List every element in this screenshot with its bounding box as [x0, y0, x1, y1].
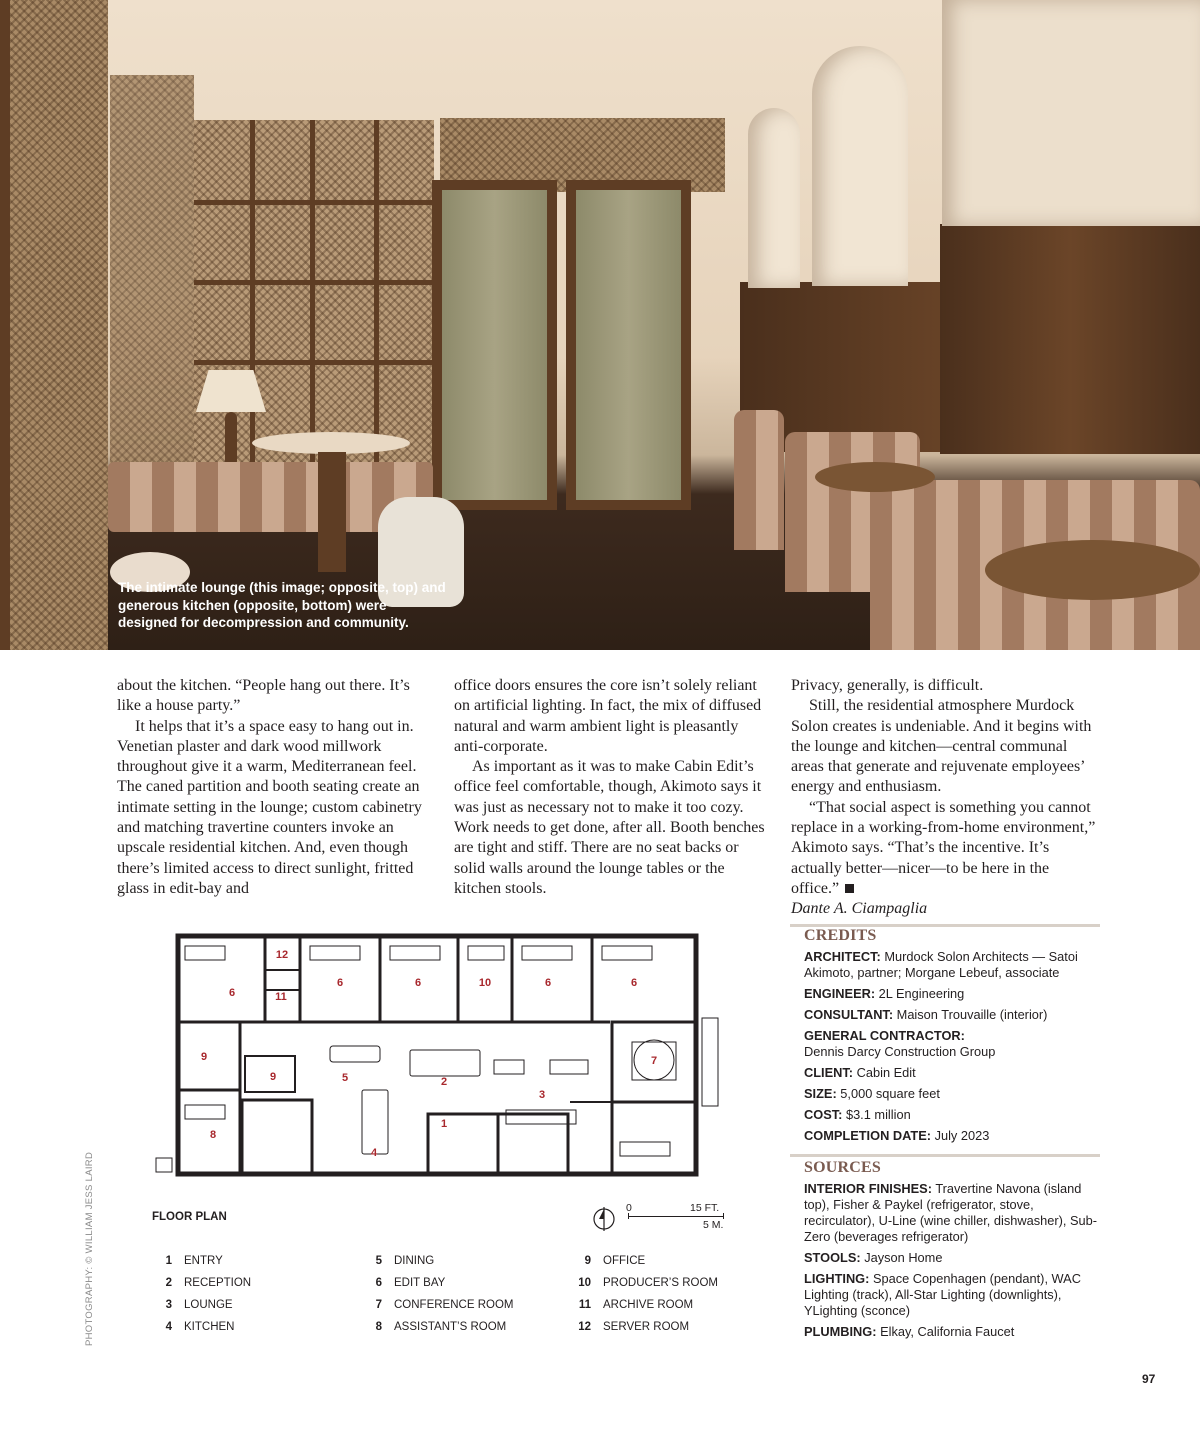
credit-entry: ENGINEER: 2L Engineering [804, 986, 965, 1001]
room-number-6: 6 [544, 977, 552, 989]
legend-item: 3 LOUNGE [165, 1299, 233, 1311]
lamp-base [225, 412, 237, 467]
window-transom [194, 200, 434, 205]
entry-vestibule [428, 1114, 498, 1174]
room-number-3: 3 [538, 1089, 546, 1101]
legend-item: 7 CONFERENCE ROOM [375, 1299, 514, 1311]
booth-table [985, 540, 1200, 600]
text-column-2 [454, 676, 766, 899]
photo-credit: PHOTOGRAPHY: © WILLIAM JESS LAIRD [84, 1151, 95, 1346]
source-entry: LIGHTING: Space Copenhagen (pendant), WAC Lighting (track), All-Star Lighting (downlights), YLighting (sconce) [804, 1271, 1081, 1318]
legend-item: 1 ENTRY [165, 1255, 223, 1267]
scale-bar-tick [628, 1213, 629, 1219]
glass-door-left [442, 190, 547, 500]
room-number-1: 1 [440, 1118, 448, 1130]
glass-door-right [576, 190, 681, 500]
room-number-10: 10 [478, 977, 492, 989]
sources-heading: SOURCES [804, 1159, 881, 1176]
caned-partition-left [0, 0, 108, 650]
credits-heading: CREDITS [804, 927, 877, 944]
legend-item: 6 EDIT BAY [375, 1277, 446, 1289]
credit-entry: CLIENT: Cabin Edit [804, 1065, 916, 1080]
credit-entry: GENERAL CONTRACTOR: Dennis Darcy Construction Group [804, 1028, 996, 1059]
legend-item: 4 KITCHEN [165, 1321, 235, 1333]
paragraph: about the kitchen. “People hang out there. It’s like a house party.” [117, 677, 410, 715]
credits-section [804, 928, 1104, 1144]
legend-item: 11 ARCHIVE ROOM [578, 1299, 694, 1311]
stair-core [498, 1114, 568, 1174]
legend-item: 12 SERVER ROOM [578, 1321, 690, 1333]
scale-zero: 0 [626, 1202, 632, 1214]
source-entry: STOOLS: Jayson Home [804, 1250, 943, 1265]
page-number: 97 [1142, 1372, 1156, 1386]
table-pedestal [318, 452, 346, 572]
window-transom [194, 360, 434, 365]
window-transom [194, 280, 434, 285]
paragraph: Still, the residential atmosphere Murdock Solon creates is undeniable. And it begins with the lounge and kitchen—central communal areas that generate and rejuvenate employees’ energy and enthusiasm. [791, 697, 1092, 796]
arch-2 [812, 46, 908, 286]
restroom-core [242, 1100, 312, 1174]
room-number-12: 12 [275, 949, 289, 961]
window-screen-left [110, 75, 194, 495]
round-table [252, 432, 410, 454]
credit-entry: CONSULTANT: Maison Trouvaille (interior) [804, 1007, 1048, 1022]
sources-rule [790, 1154, 1100, 1157]
room-number-11: 11 [275, 991, 287, 1003]
legend-item: 8 ASSISTANT’S ROOM [375, 1321, 507, 1333]
paragraph: office doors ensures the core isn’t solely reliant on artificial lighting. In fact, the mix of diffused natural and warm ambient light is pleasantly anti-corporate. [454, 677, 762, 755]
credit-entry: COMPLETION DATE: July 2023 [804, 1128, 990, 1143]
credits-sidebar [804, 928, 1104, 1345]
arch-1 [748, 108, 800, 288]
room-number-2: 2 [440, 1076, 448, 1088]
legend-item: 9 OFFICE [584, 1255, 646, 1267]
paragraph: Privacy, generally, is difficult. [791, 677, 984, 694]
room-number-6: 6 [336, 977, 344, 989]
arch-3 [942, 0, 1200, 226]
credit-entry: COST: $3.1 million [804, 1107, 911, 1122]
room-number-5: 5 [341, 1072, 349, 1084]
photo-caption: The intimate lounge (this image; opposite, top) and generous kitchen (opposite, bottom) were designed for decompression and community. [118, 580, 446, 630]
end-mark-icon [845, 884, 854, 893]
room-number-6: 6 [414, 977, 422, 989]
room-number-8: 8 [209, 1129, 217, 1141]
scale-meters: 5 M. [703, 1219, 724, 1231]
credit-entry: SIZE: 5,000 square feet [804, 1086, 940, 1101]
scale-bar [628, 1216, 724, 1217]
sources-section [804, 1160, 1104, 1340]
booth-1 [734, 410, 784, 550]
source-entry: INTERIOR FINISHES: Travertine Navona (island top), Fisher & Paykel (refrigerator, stove, recirculator), U-Line (wine chiller, dishwasher), Sub-Zero (beverages refrigerator) [804, 1181, 1098, 1244]
partition-frame [0, 0, 10, 650]
legend-item: 10 PRODUCER’S ROOM [578, 1277, 719, 1289]
wainscot-panel-upper [940, 224, 1200, 454]
paragraph-final [791, 798, 1101, 899]
text-column-3 [791, 676, 1101, 920]
text-column-1 [117, 676, 429, 899]
legend-item: 5 DINING [375, 1255, 435, 1267]
author-signature: Dante A. Ciampaglia [791, 900, 928, 918]
floor-plan [150, 930, 730, 1190]
legend-item: 2 RECEPTION [165, 1277, 252, 1289]
room-number-6: 6 [630, 977, 638, 989]
room-number-9: 9 [269, 1071, 277, 1083]
north-arrow-icon [593, 1206, 615, 1232]
room-number-4: 4 [370, 1147, 378, 1159]
room-number-6: 6 [228, 987, 236, 999]
scale-feet: 15 FT. [690, 1202, 720, 1214]
paragraph: As important as it was to make Cabin Edit’s office feel comfortable, though, Akimoto says it was just as necessary not to make it too cozy. Work needs to get done, after all. Booth benches are tight and stiff. There are no seat backs or solid walls around the lounge tables or the kitchen stools. [454, 758, 765, 897]
paragraph: It helps that it’s a space easy to hang out in. Venetian plaster and dark wood millwork throughout give it a warm, Mediterranean feel. The caned partition and booth seating create an intimate setting in the lounge; custom cabinetry and matching travertine counters invoke an upscale residential kitchen. And, even though there’s limited access to direct sunlight, fritted glass in edit-bay and [117, 717, 422, 897]
room-number-9: 9 [200, 1051, 208, 1063]
room-number-7: 7 [650, 1055, 658, 1067]
source-entry: PLUMBING: Elkay, California Faucet [804, 1324, 1015, 1339]
booth-table-2 [815, 462, 935, 492]
paragraph-text: “That social aspect is something you cannot replace in a working-from-home environment,” Akimoto says. “That’s the incentive. It’s actually better—nicer—to be here in the office.” [791, 798, 1096, 897]
lounge-photo [0, 0, 1200, 650]
floor-plan-title: FLOOR PLAN [152, 1211, 227, 1223]
credit-entry: ARCHITECT: Murdock Solon Architects — Satoi Akimoto, partner; Morgane Lebeuf, associate [804, 949, 1078, 980]
